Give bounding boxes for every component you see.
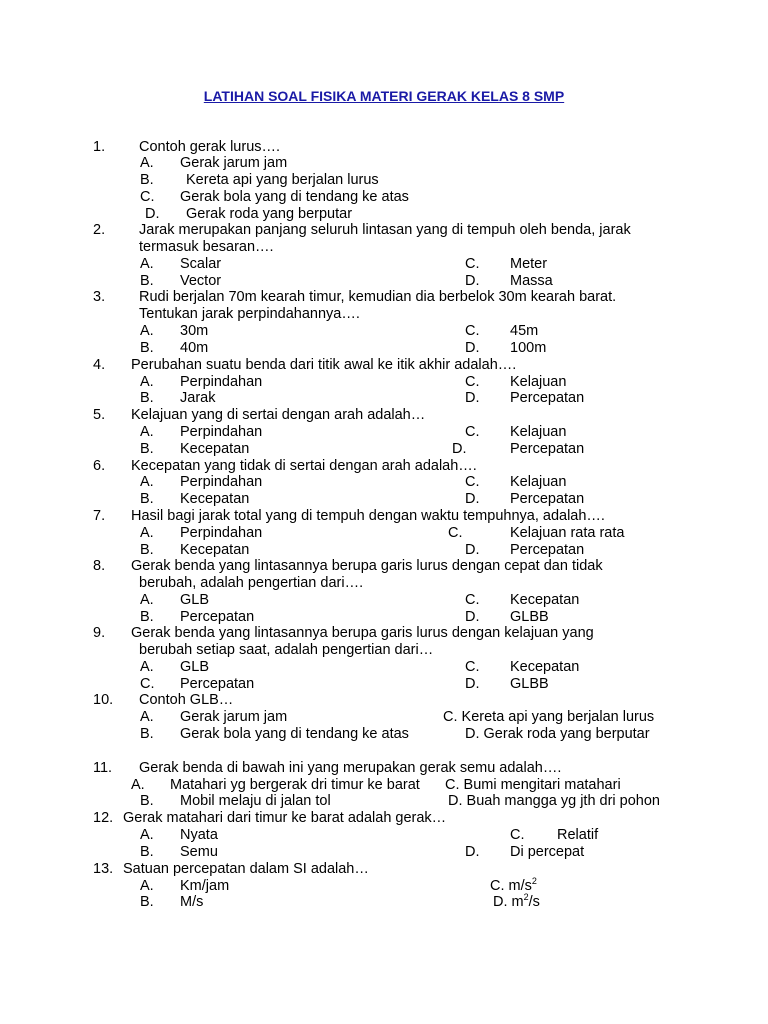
q8-stem-1: Gerak benda yang lintasannya berupa garis lurus dengan cepat dan tidak xyxy=(131,558,603,574)
q7-opt-a-text: Perpindahan xyxy=(180,525,263,541)
q8-opt-d-letter: D. xyxy=(465,609,480,625)
q2-opt-b-text: Vector xyxy=(180,273,222,289)
q9-opt-c-text: Kecepatan xyxy=(510,659,580,675)
q4-opt-b-text: Jarak xyxy=(180,390,216,406)
q11-opt-d xyxy=(448,793,660,810)
q2-stem-2: termasuk besaran…. xyxy=(139,239,274,255)
q2-opt-b-letter: B. xyxy=(140,273,154,289)
q12-stem: Gerak matahari dari timur ke barat adalah gerak… xyxy=(123,810,447,826)
q13-opt-c-letter: C. xyxy=(490,878,505,894)
q1-opt-b-letter: B. xyxy=(140,172,154,188)
q10-number: 10. xyxy=(93,692,114,708)
q9-opt-c2-letter: C. xyxy=(140,676,155,692)
q3-opt-c-letter: C. xyxy=(465,323,480,339)
q1-opt-a-letter: A. xyxy=(140,155,154,171)
q11-opt-b-text: Mobil melaju di jalan tol xyxy=(180,793,331,809)
q5-opt-a-text: Perpindahan xyxy=(180,424,263,440)
q10-opt-b-text: Gerak bola yang di tendang ke atas xyxy=(180,726,409,742)
q13-opt-d-tail: /s xyxy=(528,894,540,910)
q9-stem-2: berubah setiap saat, adalah pengertian dari… xyxy=(139,642,434,658)
q3-opt-d-text: 100m xyxy=(510,340,547,356)
q4-opt-d-text: Percepatan xyxy=(510,390,585,406)
q2-opt-d-letter: D. xyxy=(465,273,480,289)
q7-number: 7. xyxy=(93,508,106,524)
q1-opt-c-letter: C. xyxy=(140,189,155,205)
q11-opt-a-text: Matahari yg bergerak dri timur ke barat xyxy=(170,777,420,793)
q9-stem-1: Gerak benda yang lintasannya berupa garis lurus dengan kelajuan yang xyxy=(131,625,594,641)
q6-opt-c-letter: C. xyxy=(465,474,480,490)
q1-opt-d-letter: D. xyxy=(145,206,160,222)
q8-opt-b-letter: B. xyxy=(140,609,154,625)
q13-opt-a-letter: A. xyxy=(140,878,154,894)
q5-opt-a-letter: A. xyxy=(140,424,154,440)
q8-stem-2: berubah, adalah pengertian dari…. xyxy=(139,575,364,591)
q12-opt-a-text: Nyata xyxy=(180,827,218,843)
q11-opt-d-letter: D. xyxy=(448,793,463,809)
q13-opt-b-letter: B. xyxy=(140,894,154,910)
q6-opt-a-text: Perpindahan xyxy=(180,474,263,490)
q8-opt-a-text: GLB xyxy=(180,592,210,608)
q11-opt-c-text: Bumi mengitari matahari xyxy=(463,777,621,793)
q9-number: 9. xyxy=(93,625,106,641)
q4-number: 4. xyxy=(93,357,106,373)
q10-opt-b-letter: B. xyxy=(140,726,154,742)
q4-opt-a-letter: A. xyxy=(140,374,154,390)
q2-opt-d-text: Massa xyxy=(510,273,553,289)
q10-opt-d-text: Gerak roda yang berputar xyxy=(483,726,650,742)
q5-opt-d-text: Percepatan xyxy=(510,441,585,457)
q5-opt-b-letter: B. xyxy=(140,441,154,457)
q7-opt-d-text: Percepatan xyxy=(510,542,585,558)
q8-opt-b-text: Percepatan xyxy=(180,609,255,625)
q2-stem-1: Jarak merupakan panjang seluruh lintasan yang di tempuh oleh benda, jarak xyxy=(139,222,631,238)
q11-opt-a-letter: A. xyxy=(131,777,145,793)
q12-opt-b-letter: B. xyxy=(140,844,154,860)
q6-opt-d-letter: D. xyxy=(465,491,480,507)
q13-opt-c-exponent: 2 xyxy=(531,876,537,887)
q9-opt-d-letter: D. xyxy=(465,676,480,692)
q9-opt-d-text: GLBB xyxy=(510,676,549,692)
q13-opt-d-text: m xyxy=(511,894,524,910)
q6-opt-b-text: Kecepatan xyxy=(180,491,250,507)
q12-opt-d-letter: D. xyxy=(465,844,480,860)
q4-opt-a-text: Perpindahan xyxy=(180,374,263,390)
q2-opt-c-letter: C. xyxy=(465,256,480,272)
q1-opt-b-text: Kereta api yang berjalan lurus xyxy=(186,172,379,188)
q12-opt-c-letter: C. xyxy=(510,827,525,843)
q13-stem: Satuan percepatan dalam SI adalah… xyxy=(123,861,369,877)
q13-opt-d-exponent: 2 xyxy=(523,892,529,903)
q9-opt-c2-text: Percepatan xyxy=(180,676,255,692)
q3-number: 3. xyxy=(93,289,106,305)
q13-opt-c-text: m/s xyxy=(508,878,532,894)
q1-number: 1. xyxy=(93,139,106,155)
q7-opt-a-letter: A. xyxy=(140,525,154,541)
q8-opt-a-letter: A. xyxy=(140,592,154,608)
q5-number: 5. xyxy=(93,407,106,423)
q5-stem: Kelajuan yang di sertai dengan arah adalah… xyxy=(131,407,426,423)
q7-stem: Hasil bagi jarak total yang di tempuh dengan waktu tempuhnya, adalah…. xyxy=(131,508,605,524)
page-title: LATIHAN SOAL FISIKA MATERI GERAK KELAS 8 SMP xyxy=(203,88,565,104)
q13-opt-b-text: M/s xyxy=(180,894,204,910)
q9-opt-c-letter: C. xyxy=(465,659,480,675)
q6-opt-c-text: Kelajuan xyxy=(510,474,567,490)
q12-opt-c-text: Relatif xyxy=(557,827,599,843)
q7-opt-b-text: Kecepatan xyxy=(180,542,250,558)
q10-opt-d xyxy=(465,726,650,743)
q2-opt-a-text: Scalar xyxy=(180,256,222,272)
q3-opt-a-text: 30m xyxy=(180,323,209,339)
q11-stem: Gerak benda di bawah ini yang merupakan gerak semu adalah…. xyxy=(139,760,562,776)
q6-number: 6. xyxy=(93,458,106,474)
q8-opt-d-text: GLBB xyxy=(510,609,549,625)
q12-opt-d-text: Di percepat xyxy=(510,844,585,860)
q10-stem: Contoh GLB… xyxy=(139,692,234,708)
q13-opt-d xyxy=(493,894,540,911)
q1-opt-d-text: Gerak roda yang berputar xyxy=(186,206,353,222)
q12-opt-a-letter: A. xyxy=(140,827,154,843)
q5-opt-c-letter: C. xyxy=(465,424,480,440)
q13-opt-d-letter: D. xyxy=(493,894,508,910)
q1-opt-a-text: Gerak jarum jam xyxy=(180,155,288,171)
q4-stem: Perubahan suatu benda dari titik awal ke itik akhir adalah…. xyxy=(131,357,517,373)
q6-opt-a-letter: A. xyxy=(140,474,154,490)
q7-opt-d-letter: D. xyxy=(465,542,480,558)
q10-opt-d-letter: D. xyxy=(465,726,480,742)
q11-number: 11. xyxy=(93,760,113,776)
q9-opt-a-text: GLB xyxy=(180,659,210,675)
q7-opt-c-letter: C. xyxy=(448,525,463,541)
q10-opt-a-letter: A. xyxy=(140,709,154,725)
q12-opt-b-text: Semu xyxy=(180,844,218,860)
q6-stem: Kecepatan yang tidak di sertai dengan arah adalah…. xyxy=(131,458,477,474)
q3-stem-1: Rudi berjalan 70m kearah timur, kemudian dia berbelok 30m kearah barat. xyxy=(139,289,617,305)
q10-opt-c xyxy=(443,709,654,726)
q2-opt-a-letter: A. xyxy=(140,256,154,272)
q8-opt-c-text: Kecepatan xyxy=(510,592,580,608)
q4-opt-c-text: Kelajuan xyxy=(510,374,567,390)
q7-opt-b-letter: B. xyxy=(140,542,154,558)
q13-number: 13. xyxy=(93,861,114,877)
q1-opt-c-text: Gerak bola yang di tendang ke atas xyxy=(180,189,409,205)
q2-number: 2. xyxy=(93,222,106,238)
q8-number: 8. xyxy=(93,558,106,574)
q12-number: 12. xyxy=(93,810,114,826)
q4-opt-d-letter: D. xyxy=(465,390,480,406)
q11-opt-c xyxy=(445,777,621,794)
q10-opt-c-text: Kereta api yang berjalan lurus xyxy=(461,709,655,725)
q5-opt-d-letter: D. xyxy=(452,441,467,457)
q4-opt-b-letter: B. xyxy=(140,390,154,406)
q10-opt-a-text: Gerak jarum jam xyxy=(180,709,288,725)
q3-opt-d-letter: D. xyxy=(465,340,480,356)
q3-opt-c-text: 45m xyxy=(510,323,539,339)
q11-opt-c-letter: C. xyxy=(445,777,460,793)
q9-opt-a-letter: A. xyxy=(140,659,154,675)
q5-opt-b-text: Kecepatan xyxy=(180,441,250,457)
q6-opt-b-letter: B. xyxy=(140,491,154,507)
q1-stem: Contoh gerak lurus…. xyxy=(139,139,281,155)
q13-opt-a-text: Km/jam xyxy=(180,878,230,894)
q3-opt-b-text: 40m xyxy=(180,340,209,356)
q4-opt-c-letter: C. xyxy=(465,374,480,390)
q13-opt-c xyxy=(490,878,537,895)
q2-opt-c-text: Meter xyxy=(510,256,548,272)
q3-opt-b-letter: B. xyxy=(140,340,154,356)
q10-opt-c-letter: C. xyxy=(443,709,458,725)
q11-opt-b-letter: B. xyxy=(140,793,154,809)
q3-opt-a-letter: A. xyxy=(140,323,154,339)
q8-opt-c-letter: C. xyxy=(465,592,480,608)
q11-opt-d-text: Buah mangga yg jth dri pohon xyxy=(466,793,661,809)
q3-stem-2: Tentukan jarak perpindahannya…. xyxy=(139,306,360,322)
q7-opt-c-text: Kelajuan rata rata xyxy=(510,525,625,541)
q5-opt-c-text: Kelajuan xyxy=(510,424,567,440)
q6-opt-d-text: Percepatan xyxy=(510,491,585,507)
